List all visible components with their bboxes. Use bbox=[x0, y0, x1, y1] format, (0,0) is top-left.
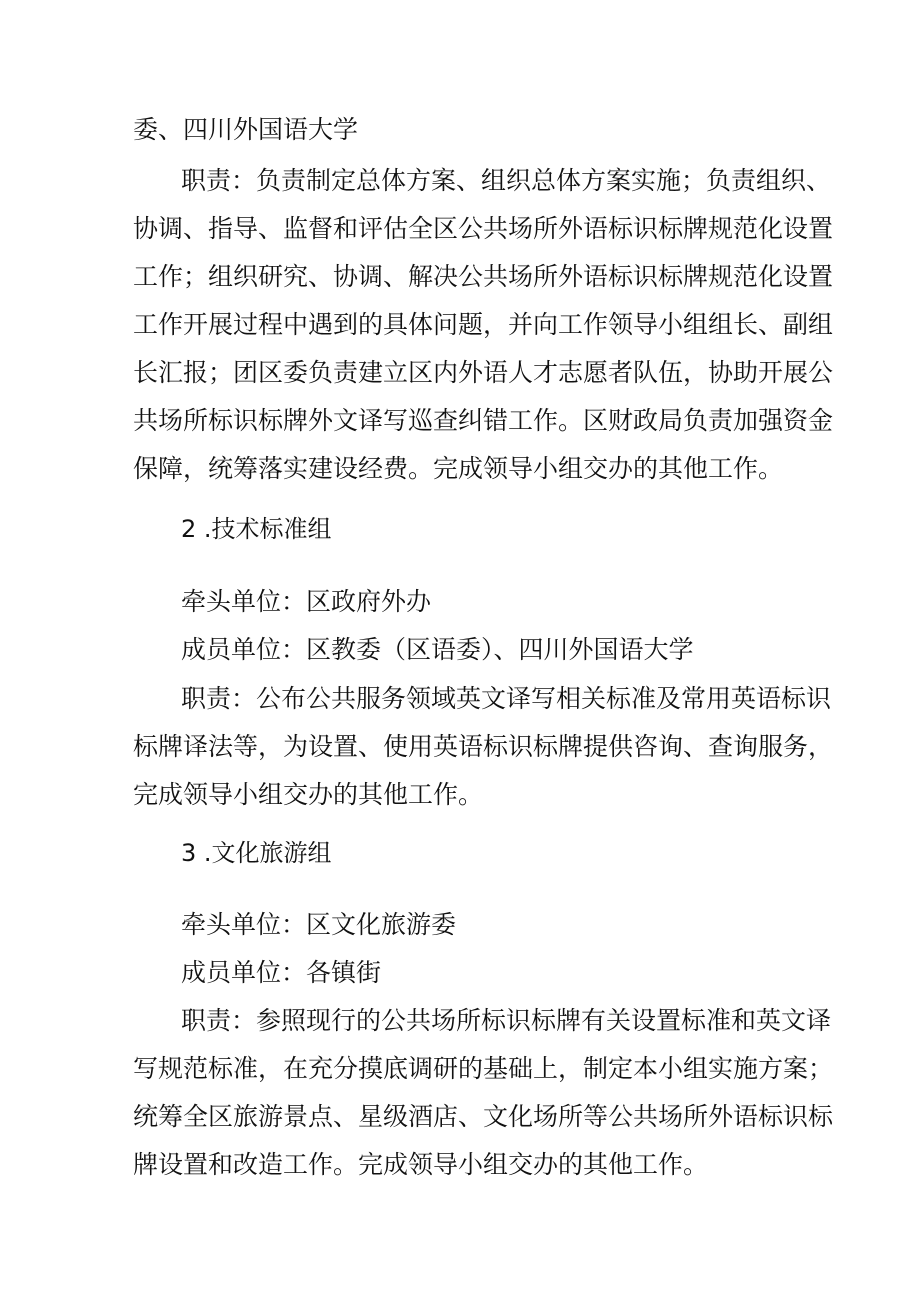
group1-duty-line: 工作开展过程中遇到的具体问题，并向工作领导小组组长、副组 bbox=[133, 310, 834, 339]
group3-duty-line: 写规范标准，在充分摸底调研的基础上，制定本小组实施方案； bbox=[133, 1054, 834, 1083]
group2-duty-line: 完成领导小组交办的其他工作。 bbox=[133, 780, 484, 809]
group3-lead-unit: 牵头单位：区文化旅游委 bbox=[181, 910, 457, 939]
group2-member-units: 成员单位：区教委（区语委）、四川外国语大学 bbox=[181, 635, 694, 664]
group2-lead-unit: 牵头单位：区政府外办 bbox=[181, 587, 432, 616]
group1-duty-line: 共场所标识标牌外文译写巡查纠错工作。区财政局负责加强资金 bbox=[133, 406, 834, 435]
group3-heading: 3 .文化旅游组 bbox=[181, 839, 332, 867]
group1-duty-line: 工作；组织研究、协调、解决公共场所外语标识标牌规范化设置 bbox=[133, 262, 834, 291]
group3-member-units: 成员单位：各镇街 bbox=[181, 958, 382, 987]
group2-heading: 2 .技术标准组 bbox=[181, 515, 332, 543]
group3-duty-line: 统筹全区旅游景点、星级酒店、文化场所等公共场所外语标识标 bbox=[133, 1102, 834, 1131]
group1-duty-line: 职责：负责制定总体方案、组织总体方案实施；负责组织、 bbox=[181, 166, 832, 195]
intro-line: 委、四川外国语大学 bbox=[133, 115, 359, 144]
group1-duty-line: 保障，统筹落实建设经费。完成领导小组交办的其他工作。 bbox=[133, 454, 784, 483]
group1-duty-line: 协调、指导、监督和评估全区公共场所外语标识标牌规范化设置 bbox=[133, 214, 834, 243]
group3-duty-line: 牌设置和改造工作。完成领导小组交办的其他工作。 bbox=[133, 1150, 709, 1179]
group1-duty-line: 长汇报；团区委负责建立区内外语人才志愿者队伍，协助开展公 bbox=[133, 358, 834, 387]
group3-duty-line: 职责：参照现行的公共场所标识标牌有关设置标准和英文译 bbox=[181, 1006, 832, 1035]
group2-duty-line: 职责：公布公共服务领域英文译写相关标准及常用英语标识 bbox=[181, 684, 832, 713]
group2-duty-line: 标牌译法等，为设置、使用英语标识标牌提供咨询、查询服务， bbox=[133, 732, 834, 761]
